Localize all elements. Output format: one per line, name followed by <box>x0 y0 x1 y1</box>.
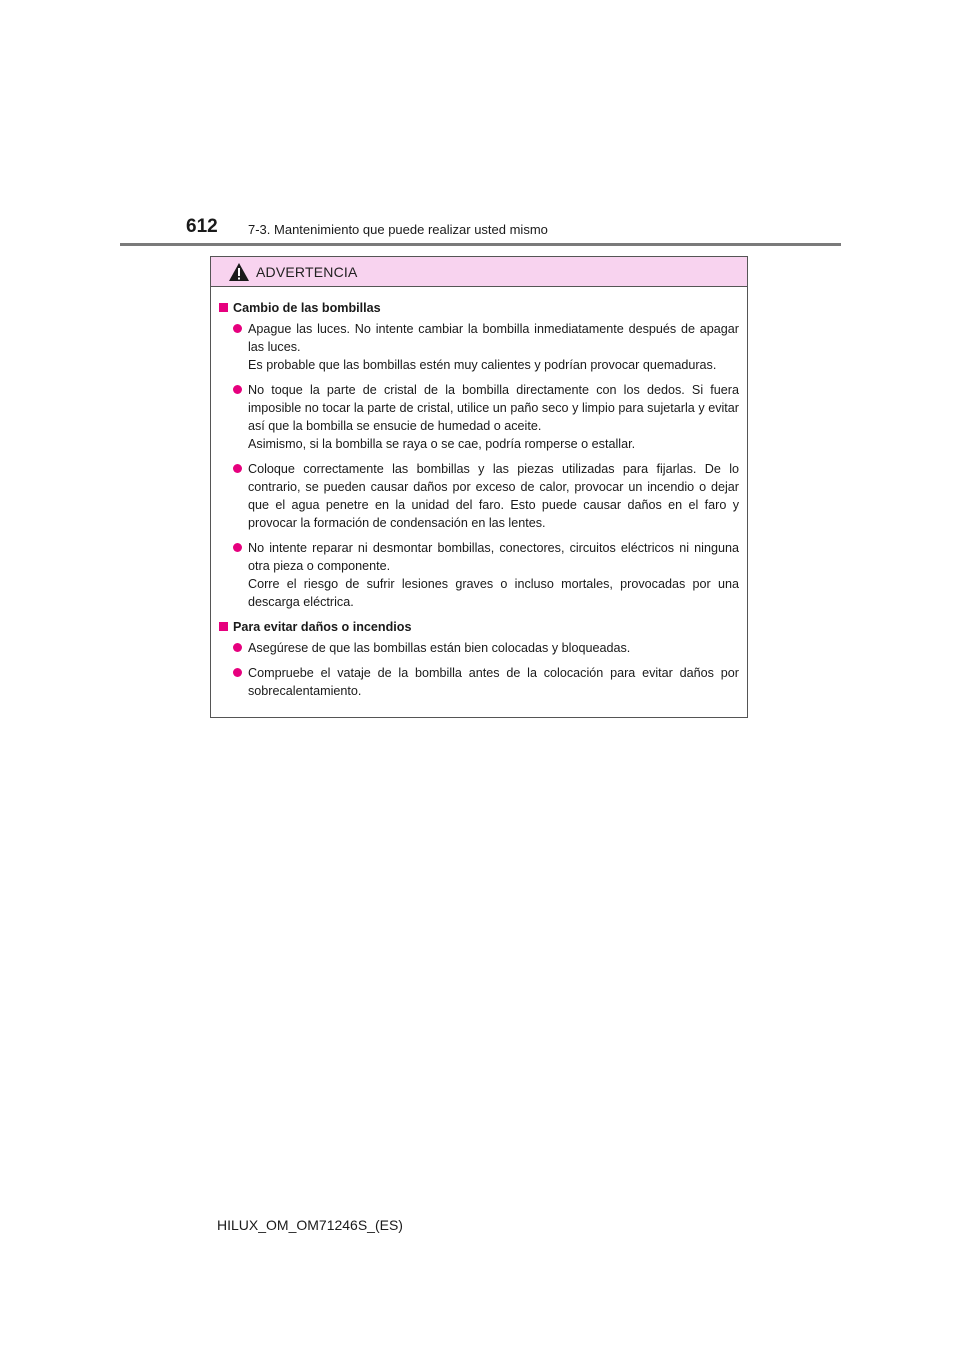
bullet-text <box>248 460 739 532</box>
group-heading <box>219 299 739 317</box>
warning-triangle-icon <box>228 262 250 282</box>
bullet-text <box>248 539 739 611</box>
bullet-paragraph: Corre el riesgo de sufrir lesiones graves o incluso mortales, provocadas por una descarga eléctrica. <box>248 577 739 609</box>
warning-group <box>219 618 739 700</box>
bullet-text <box>248 664 739 700</box>
group-heading-text: Para evitar daños o incendios <box>233 620 412 634</box>
square-bullet-icon <box>219 303 228 312</box>
bullet-item <box>233 381 739 453</box>
warning-title: ADVERTENCIA <box>256 263 358 280</box>
bullet-paragraph: Coloque correctamente las bombillas y las piezas utilizadas para fijarlas. De lo contrario, se pueden causar daños por exceso de calor, provocar un incendio o dejar que el agua penetre en la unidad del faro. Esto puede causar daños en el faro y provocar la formación de condensación en las lentes. <box>248 462 739 530</box>
round-bullet-icon <box>233 324 242 333</box>
round-bullet-icon <box>233 385 242 394</box>
bullet-item <box>233 460 739 532</box>
round-bullet-icon <box>233 668 242 677</box>
warning-header <box>211 257 747 287</box>
bullet-text <box>248 381 739 453</box>
round-bullet-icon <box>233 464 242 473</box>
warning-body <box>211 287 747 700</box>
section-title: 7-3. Mantenimiento que puede realizar usted mismo <box>248 222 548 237</box>
bullet-paragraph: Es probable que las bombillas estén muy calientes y podrían provocar quemaduras. <box>248 358 717 372</box>
round-bullet-icon <box>233 543 242 552</box>
bullet-item <box>233 539 739 611</box>
bullet-item <box>233 664 739 700</box>
bullet-paragraph: No toque la parte de cristal de la bombilla directamente con los dedos. Si fuera imposible no tocar la parte de cristal, utilice un paño seco y limpio para sujetarla y evitar así que la bombilla se ensucie de humedad o aceite. <box>248 383 739 433</box>
square-bullet-icon <box>219 622 228 631</box>
warning-box <box>210 256 748 718</box>
bullet-paragraph: Asegúrese de que las bombillas están bien colocadas y bloqueadas. <box>248 641 631 655</box>
group-heading-text: Cambio de las bombillas <box>233 301 381 315</box>
header-divider <box>120 243 841 246</box>
bullet-paragraph: No intente reparar ni desmontar bombillas, conectores, circuitos eléctricos ni ninguna otra pieza o componente. <box>248 541 739 573</box>
group-heading <box>219 618 739 636</box>
bullet-paragraph: Compruebe el vataje de la bombilla antes de la colocación para evitar daños por sobrecalentamiento. <box>248 666 739 698</box>
bullet-paragraph: Apague las luces. No intente cambiar la bombilla inmediatamente después de apagar las luces. <box>248 322 739 354</box>
bullet-paragraph: Asimismo, si la bombilla se raya o se cae, podría romperse o estallar. <box>248 437 636 451</box>
bullet-text <box>248 320 739 374</box>
document-code: HILUX_OM_OM71246S_(ES) <box>217 1217 403 1233</box>
round-bullet-icon <box>233 643 242 652</box>
warning-group <box>219 299 739 611</box>
bullet-item <box>233 320 739 374</box>
bullet-text <box>248 639 739 657</box>
bullet-item <box>233 639 739 657</box>
page-number: 612 <box>186 216 218 237</box>
